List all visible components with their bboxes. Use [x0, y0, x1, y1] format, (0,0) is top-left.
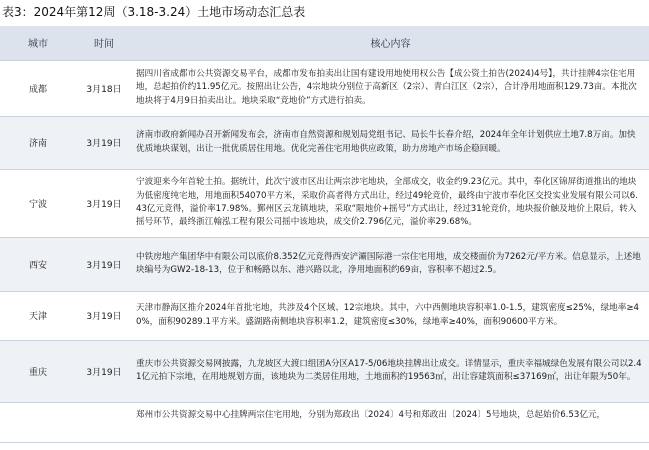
- cell-city: 济南: [0, 116, 76, 169]
- cell-core: 中铁房地产集团华中有限公司以底价8.352亿元竞得西安浐灞国际港一宗住宅用地，成交楼面价为7262元/平方米。信息显示，上述地块编号为GW2-18-13，位于和畅路以东、港兴路以北，净用地面积约69亩，容积率不超过2.5。: [132, 237, 649, 291]
- cell-core: 重庆市公共资源交易网披露，九龙坡区大渡口组团A分区A17-5/06地块挂牌出让成交。详情显示，重庆幸福城绿色发展有限公司以2.41亿元拍下宗地，在用地规划方面，该地块为二类居住用地，土地面积约19563㎡，出让容建筑面积≤37169㎡，出让年限为50年。: [132, 340, 649, 402]
- cell-core: 郑州市公共资源交易中心挂牌两宗住宅用地，分别为郑政出〔2024〕4号和郑政出〔2024〕5号地块，总起始价6.53亿元，: [132, 402, 649, 442]
- cell-time: [76, 402, 132, 442]
- table-row: [0, 60, 649, 116]
- header-core: 核心内容: [132, 26, 649, 60]
- cell-time: 3月19日: [76, 237, 132, 291]
- table-row: [0, 169, 649, 237]
- cell-core: 天津市静海区推介2024年首批宅地，共涉及4个区域、12宗地块。其中，六中西侧地块容积率1.0-1.5，建筑密度≤25%，绿地率≥40%，面积90289.1平方米。盛湖路南侧地块容积率1.2，建筑密度≤30%，绿地率≥40%，面积90600平方米。: [132, 291, 649, 340]
- cell-city: 天津: [0, 291, 76, 340]
- land-market-table: [0, 26, 649, 443]
- header-city: 城市: [0, 26, 76, 60]
- cell-city: 西安: [0, 237, 76, 291]
- header-time: 时间: [76, 26, 132, 60]
- table-caption: 表3：2024年第12周（3.18-3.24）土地市场动态汇总表: [2, 5, 306, 19]
- cell-core: 宁波迎来今年首轮土拍。据统计，此次宁波市区出让两宗涉宅地块，全部成交，收金约9.23亿元。其中，奉化区锦屏街道推出的地块为低密度纯宅地，用地面积54070平方米，采取价高者得方式出让，经过49轮竞价，最终由宁波市奉化区交投实业发展有限公司以6.43亿元竞得，溢价率17.98%。鄞州区云龙镇地块，采取“限地价+摇号”方式出让，经过31轮竞价，地块报价触及地价上限后，转入摇号环节，最终浙江翰泓工程有限公司摇中该地块，成交价2.796亿元，溢价率29.68%。: [132, 169, 649, 237]
- cell-time: 3月19日: [76, 291, 132, 340]
- cell-time: 3月19日: [76, 116, 132, 169]
- cell-city: 成都: [0, 60, 76, 116]
- cell-core: 据四川省成都市公共资源交易平台，成都市发布拍卖出让国有建设用地使用权公告【成公资土拍告(2024)4号】，共计挂牌4宗住宅用地，总起拍价约11.95亿元。按照出让公告，4宗地块分别位于高新区（2宗）、青白江区（2宗），合计净用地面积129.73亩。本批次地块将于4月9日拍卖出让。地块采取“竞地价”方式进行拍卖。: [132, 60, 649, 116]
- cell-city: 重庆: [0, 340, 76, 402]
- cell-time: 3月19日: [76, 169, 132, 237]
- table-row: [0, 402, 649, 442]
- table-row: [0, 116, 649, 169]
- table-header-row: [0, 26, 649, 60]
- cell-core: 济南市政府新闻办召开新闻发布会，济南市自然资源和规划局党组书记、局长牛长春介绍，2024年全年计划供应土地7.8万亩。加快优质地块谋划，出让一批优质居住用地。优化完善住宅用地供应政策，助力房地产市场企稳回暖。: [132, 116, 649, 169]
- cell-time: 3月19日: [76, 340, 132, 402]
- cell-city: 宁波: [0, 169, 76, 237]
- cell-city: [0, 402, 76, 442]
- cell-time: 3月18日: [76, 60, 132, 116]
- table-row: [0, 291, 649, 340]
- table-row: [0, 237, 649, 291]
- table-row: [0, 340, 649, 402]
